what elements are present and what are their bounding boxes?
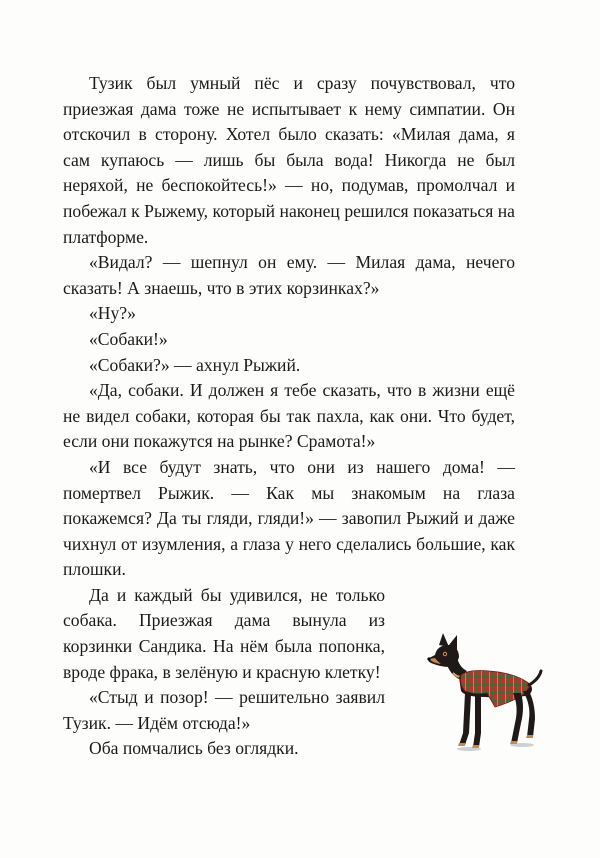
paragraph: «Собаки?» — ахнул Рыжий. [89, 354, 301, 375]
paragraph: Тузик был умный пёс и сразу почувствовал, что приезжая дама тоже не испытывает к нему симпатии. Он отскочил в сторону. Хотел было сказать: «Милая дама, я сам купаюсь — лишь бы была вода! Никогда не был неряхой, не беспокойтесь!» — но, подумав, промолчал и побежал к Рыжему, который наконец решился показаться на платформе. [63, 73, 515, 247]
paragraph: Оба помчались без оглядки. [89, 738, 299, 759]
paragraph: «Ну?» [89, 303, 136, 324]
paragraph: «Видал? — шепнул он ему. — Милая дама, нечего сказать! А знаешь, что в этих корзинках?» [63, 252, 515, 298]
paragraph: «Стыд и позор! — решительно заявил Тузик. — Идём отсюда!» [63, 687, 385, 733]
dog-illustration [425, 633, 545, 753]
paragraph: «Да, собаки. И должен я тебе сказать, что в жизни ещё не видел собаки, которая бы так пахла, как они. Что будет, если они покажутся на рынке? Срамота!» [63, 380, 515, 452]
dog-in-plaid-coat-icon [425, 633, 545, 753]
paragraph: «Собаки!» [89, 328, 168, 349]
paragraph: Да и каждый бы удивился, не только собака. Приезжая дама вынула из корзинки Сандика. На нём была попонка, вроде фрака, в зелёную и красную клетку! [63, 584, 385, 682]
paragraph: «И все будут знать, что они из нашего дома! — помертвел Рыжик. — Как мы знакомым на глаза покажемся? Да ты гляди, гляди!» — завопил Рыжий и даже чихнул от изумления, а глаза у него сделались большие, как плошки. [63, 456, 515, 580]
